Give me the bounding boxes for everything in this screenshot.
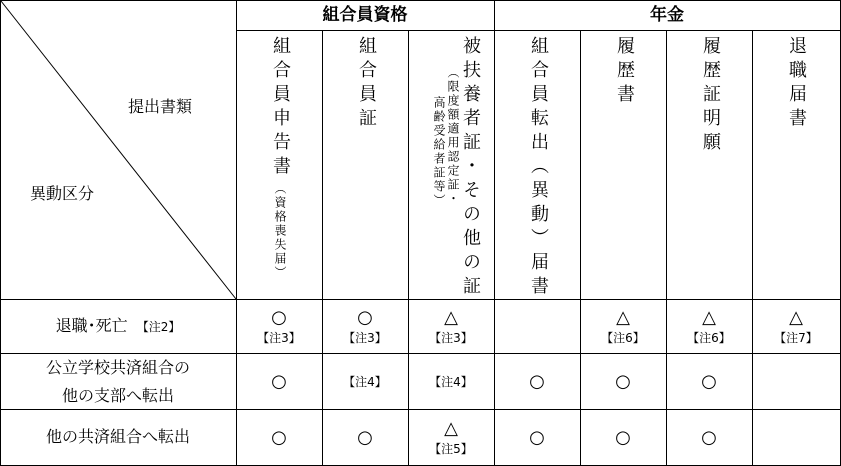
table-cell xyxy=(408,300,494,353)
row-label-text: 公立学校共済組合の xyxy=(45,358,190,377)
cell-note: 【注5】 xyxy=(429,441,473,456)
table-cell xyxy=(236,300,322,353)
col-header-member-card xyxy=(344,36,388,132)
corner-label-change-type: 異動区分 xyxy=(30,184,95,203)
row-label-text-line2: 他の支部へ転出 xyxy=(61,386,174,405)
col-header-main: 組合員申告書 xyxy=(270,36,291,180)
col-header-main: 退職届書 xyxy=(786,36,807,132)
row-label-text: 退職･死亡 xyxy=(55,316,128,335)
table-cell xyxy=(580,300,666,353)
table-cell xyxy=(236,410,322,465)
cell-note: 【注6】 xyxy=(601,330,645,345)
cell-symbol: ○ xyxy=(271,306,287,328)
col-header-sub: （資格喪失届） xyxy=(273,182,287,280)
table-cell xyxy=(580,410,666,465)
cell-symbol: ○ xyxy=(529,426,545,448)
cell-symbol: ○ xyxy=(701,370,717,392)
cell-symbol: ○ xyxy=(271,370,287,392)
col-header-main: 被扶養者証・その他の証 xyxy=(460,36,481,300)
table-cell xyxy=(494,354,580,409)
cell-note: 【注7】 xyxy=(774,330,818,345)
row-label-text: 他の共済組合へ転出 xyxy=(45,427,190,446)
col-header-career-certificate xyxy=(688,36,732,156)
cell-symbol: △ xyxy=(444,417,458,439)
table-cell xyxy=(322,300,408,353)
col-header-retirement-notice xyxy=(774,36,818,132)
cell-note: 【注4】 xyxy=(429,374,473,389)
cell-note: 【注3】 xyxy=(429,330,473,345)
row-label-branch-transfer xyxy=(0,354,236,410)
table-cell xyxy=(322,410,408,465)
cell-symbol: ○ xyxy=(701,426,717,448)
col-header-main: 組合員転出（異動）届書 xyxy=(528,36,549,300)
col-header-sub: （限度額適用認定証・ xyxy=(446,66,460,206)
group-header-membership: 組合員資格 xyxy=(322,5,408,25)
cell-note: 【注6】 xyxy=(687,330,731,345)
cell-symbol: ○ xyxy=(357,306,373,328)
table-cell xyxy=(322,354,408,409)
col-header-main: 組合員証 xyxy=(356,36,377,132)
table-cell xyxy=(666,300,752,353)
col-line-6 xyxy=(752,30,753,466)
cell-symbol: ○ xyxy=(615,370,631,392)
col-header-main: 履歴書 xyxy=(614,36,635,108)
table-cell xyxy=(666,410,752,465)
cell-symbol: △ xyxy=(789,306,803,328)
cell-symbol: △ xyxy=(444,306,458,328)
table-cell xyxy=(494,300,580,353)
table-cell xyxy=(236,354,322,409)
header-group-divider xyxy=(236,30,841,31)
table-cell xyxy=(580,354,666,409)
col-header-member-declaration xyxy=(258,36,302,280)
table-cell xyxy=(408,354,494,409)
table-cell xyxy=(752,300,840,353)
cell-symbol: △ xyxy=(616,306,630,328)
col-header-transfer-notice xyxy=(516,36,560,300)
col-header-main: 履歴証明願 xyxy=(700,36,721,156)
cell-symbol: ○ xyxy=(615,426,631,448)
cell-note: 【注3】 xyxy=(343,330,387,345)
cell-note: 【注4】 xyxy=(343,374,387,389)
corner-diagonal xyxy=(0,0,237,300)
table-cell xyxy=(666,354,752,409)
cell-symbol: ○ xyxy=(357,426,373,448)
cell-symbol: ○ xyxy=(271,426,287,448)
col-header-resume xyxy=(602,36,646,108)
row-label-note: 【注2】 xyxy=(136,320,181,334)
row-label-other-association xyxy=(0,423,236,451)
row-label-retirement xyxy=(0,312,236,341)
cell-symbol: ○ xyxy=(529,370,545,392)
cell-symbol: △ xyxy=(702,306,716,328)
group-header-pension: 年金 xyxy=(650,5,684,25)
col-header-dependent-card xyxy=(418,36,494,300)
table-cell xyxy=(494,410,580,465)
cell-note: 【注3】 xyxy=(257,330,301,345)
table-cell xyxy=(408,410,494,465)
col-header-sub: 高齢受給者証等） xyxy=(432,96,446,208)
corner-label-documents: 提出書類 xyxy=(128,97,193,116)
